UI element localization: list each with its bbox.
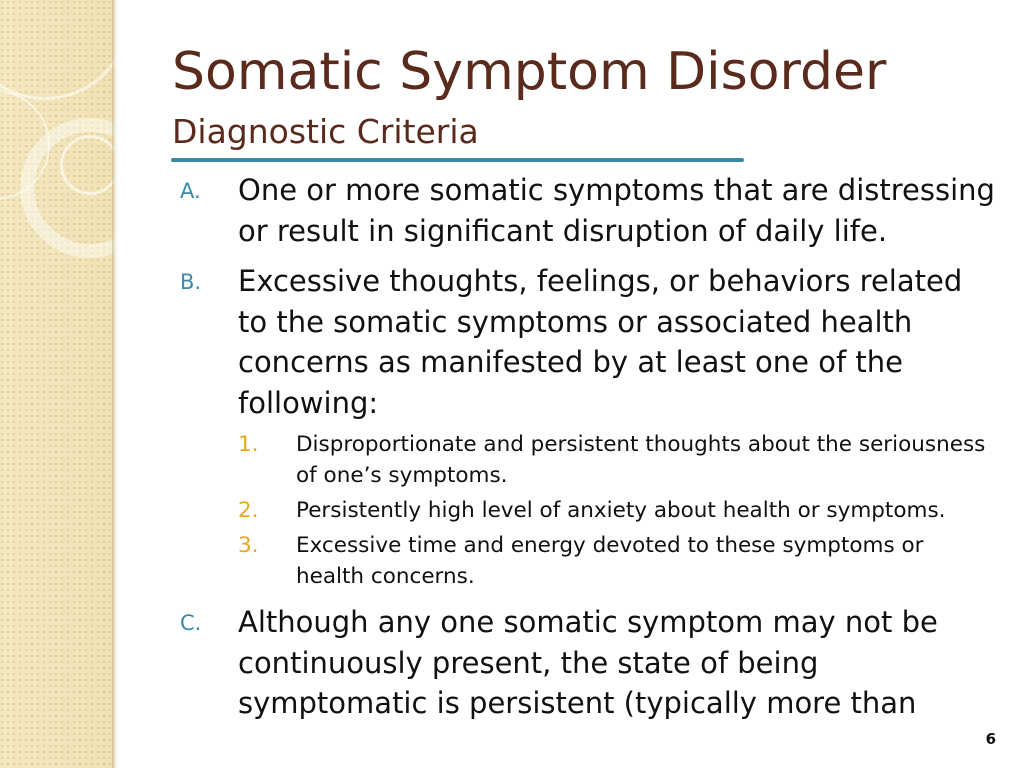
criterion-marker: A. bbox=[180, 179, 201, 203]
slide-title: Somatic Symptom Disorder bbox=[172, 42, 887, 102]
criterion-text: Excessive thoughts, feelings, or behaviors related to the somatic symptoms or associated health concerns as manifested by at least one of the following: bbox=[238, 264, 963, 420]
criteria-list bbox=[178, 170, 998, 734]
criterion-marker: C. bbox=[180, 611, 202, 635]
page-number: 6 bbox=[985, 730, 996, 748]
subcriterion-text: Excessive time and energy devoted to these symptoms or health concerns. bbox=[296, 533, 924, 589]
criterion-a bbox=[178, 170, 998, 251]
decorative-ring bbox=[60, 135, 114, 195]
title-underline bbox=[171, 158, 744, 162]
criterion-text: Although any one somatic symptom may not be continuously present, the state of being symptomatic is persistent (typically more than bbox=[238, 605, 938, 720]
subcriterion-marker: 3. bbox=[238, 533, 259, 558]
side-strip-shadow bbox=[112, 0, 118, 768]
criterion-b bbox=[178, 261, 998, 592]
subcriterion-2 bbox=[238, 495, 998, 526]
subcriterion-text: Persistently high level of anxiety about health or symptoms. bbox=[296, 498, 946, 523]
criterion-b-subitems bbox=[238, 429, 998, 592]
subcriterion-text: Disproportionate and persistent thoughts about the seriousness of one’s symptoms. bbox=[296, 432, 986, 488]
criterion-marker: B. bbox=[180, 270, 202, 294]
slide-subtitle: Diagnostic Criteria bbox=[172, 112, 479, 151]
decorative-side-strip bbox=[0, 0, 114, 768]
subcriterion-marker: 2. bbox=[238, 498, 259, 523]
subcriterion-1 bbox=[238, 429, 998, 491]
subcriterion-3 bbox=[238, 530, 998, 592]
criterion-c bbox=[178, 602, 998, 724]
subcriterion-marker: 1. bbox=[238, 432, 259, 457]
criterion-text: One or more somatic symptoms that are distressing or result in significant disruption of daily life. bbox=[238, 173, 995, 248]
decorative-ring bbox=[0, 0, 114, 100]
